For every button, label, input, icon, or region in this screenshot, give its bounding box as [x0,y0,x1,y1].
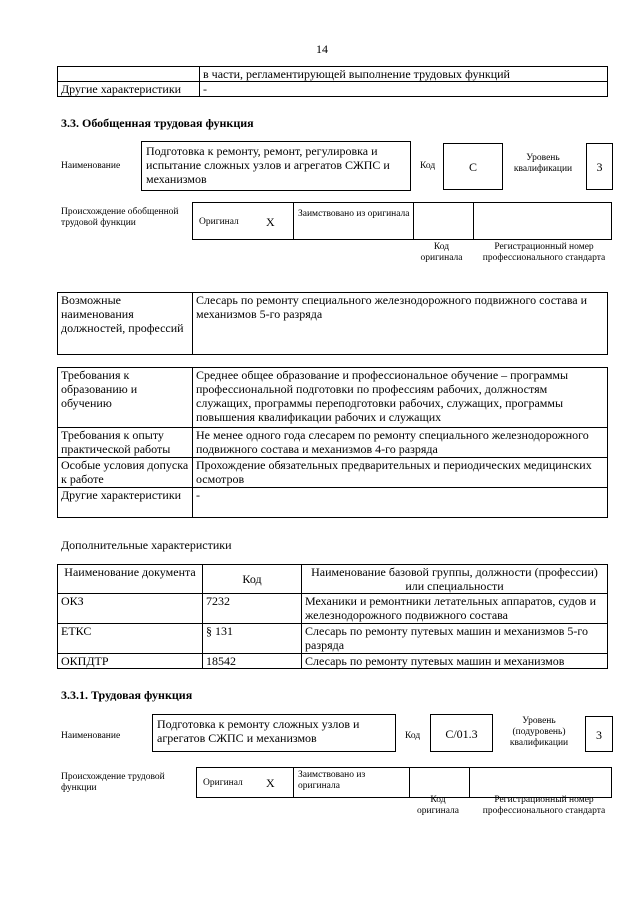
additional-heading: Дополнительные характеристики [61,538,232,552]
req-label: Требования к образованию и обучению [58,368,193,428]
s331-level-label: Уровень (подуровень) квалификации [509,716,569,748]
table-cell: ЕТКС [58,624,203,654]
s33-level-value: 3 [586,143,613,190]
s33-origin-label: Происхождение обобщенной трудовой функции [61,207,179,228]
table-row [58,624,608,654]
req-label: Особые условия допуска к работе [58,458,193,488]
req-value: Среднее общее образование и профессиональное обучение – программы профессиональной подготовки по профессиям рабочих, должностям служащих, программы переподготовки рабочих, служащих, программы повышения квалификации рабочих и служащих [193,368,608,428]
top-characteristics-table [57,66,608,97]
table-cell: Механики и ремонтники летательных аппаратов, судов и железнодорожного подвижного состава [302,594,608,624]
req-value: Прохождение обязательных предварительных и периодических медицинских осмотров [193,458,608,488]
req-value: - [193,488,608,518]
s331-borrowed-label: Заимствовано из оригинала [298,770,366,791]
s331-name-label: Наименование [61,731,121,741]
additional-header: Наименование базовой группы, должности (профессии) или специальности [302,565,608,594]
req-label: Требования к опыту практической работы [58,428,193,458]
page-number: 14 [316,42,328,56]
req-label: Другие характеристики [58,488,193,518]
top-row1-value: в части, регламентирующей выполнение трудовых функций [200,67,608,82]
s331-code-label: Код [405,731,421,741]
table-cell: Слесарь по ремонту путевых машин и механизмов [302,654,608,669]
s33-code-label: Код [420,161,436,171]
additional-table [57,564,608,669]
top-row2-label: Другие характеристики [58,82,200,97]
table-row [58,594,608,624]
s33-code-original-label: Код оригинала [420,242,463,263]
s33-original-mark: X [266,215,275,229]
section-331-heading: 3.3.1. Трудовая функция [61,688,193,702]
table-row [58,654,608,669]
s331-name-value: Подготовка к ремонту сложных узлов и агрегатов СЖПС и механизмов [152,714,396,752]
s33-level-label: Уровень квалификации [513,153,573,174]
section-33-heading: 3.3. Обобщенная трудовая функция [61,116,254,130]
table-cell: Слесарь по ремонту путевых машин и механизмов 5-го разряда [302,624,608,654]
table-cell: § 131 [203,624,302,654]
s33-name-value: Подготовка к ремонту, ремонт, регулировка и испытание сложных узлов и агрегатов СЖПС и механизмов [141,141,411,191]
s331-code-original-label: Код оригинала [417,795,459,816]
s331-reg-number-label: Регистрационный номер профессионального стандарта [482,795,606,816]
s33-original-label: Оригинал [199,217,239,227]
positions-table [57,292,608,355]
additional-header: Наименование документа [58,565,203,594]
top-row2-value: - [200,82,608,97]
s331-code-value: C/01.3 [430,714,493,752]
s331-level-value: 3 [585,716,613,752]
s331-original-mark: X [266,776,275,790]
table-cell: ОКПДТР [58,654,203,669]
s331-original-label: Оригинал [203,778,243,788]
s33-borrowed-label: Заимствовано из оригинала [298,209,410,219]
table-cell: ОКЗ [58,594,203,624]
additional-header: Код [203,565,302,594]
s33-code-value: C [443,143,503,190]
positions-value: Слесарь по ремонту специального железнодорожного подвижного состава и механизмов 5-го разряда [193,293,608,355]
positions-label: Возможные наименования должностей, профессий [58,293,193,355]
table-cell: 7232 [203,594,302,624]
s33-reg-number-label: Регистрационный номер профессионального стандарта [482,242,606,263]
s33-name-label: Наименование [61,161,121,171]
req-value: Не менее одного года слесарем по ремонту специального железнодорожного подвижного состава и механизмов 4-го разряда [193,428,608,458]
s331-origin-label: Происхождение трудовой функции [61,772,165,793]
s33-origin-box [192,202,612,240]
requirements-table [57,367,608,518]
table-cell: 18542 [203,654,302,669]
